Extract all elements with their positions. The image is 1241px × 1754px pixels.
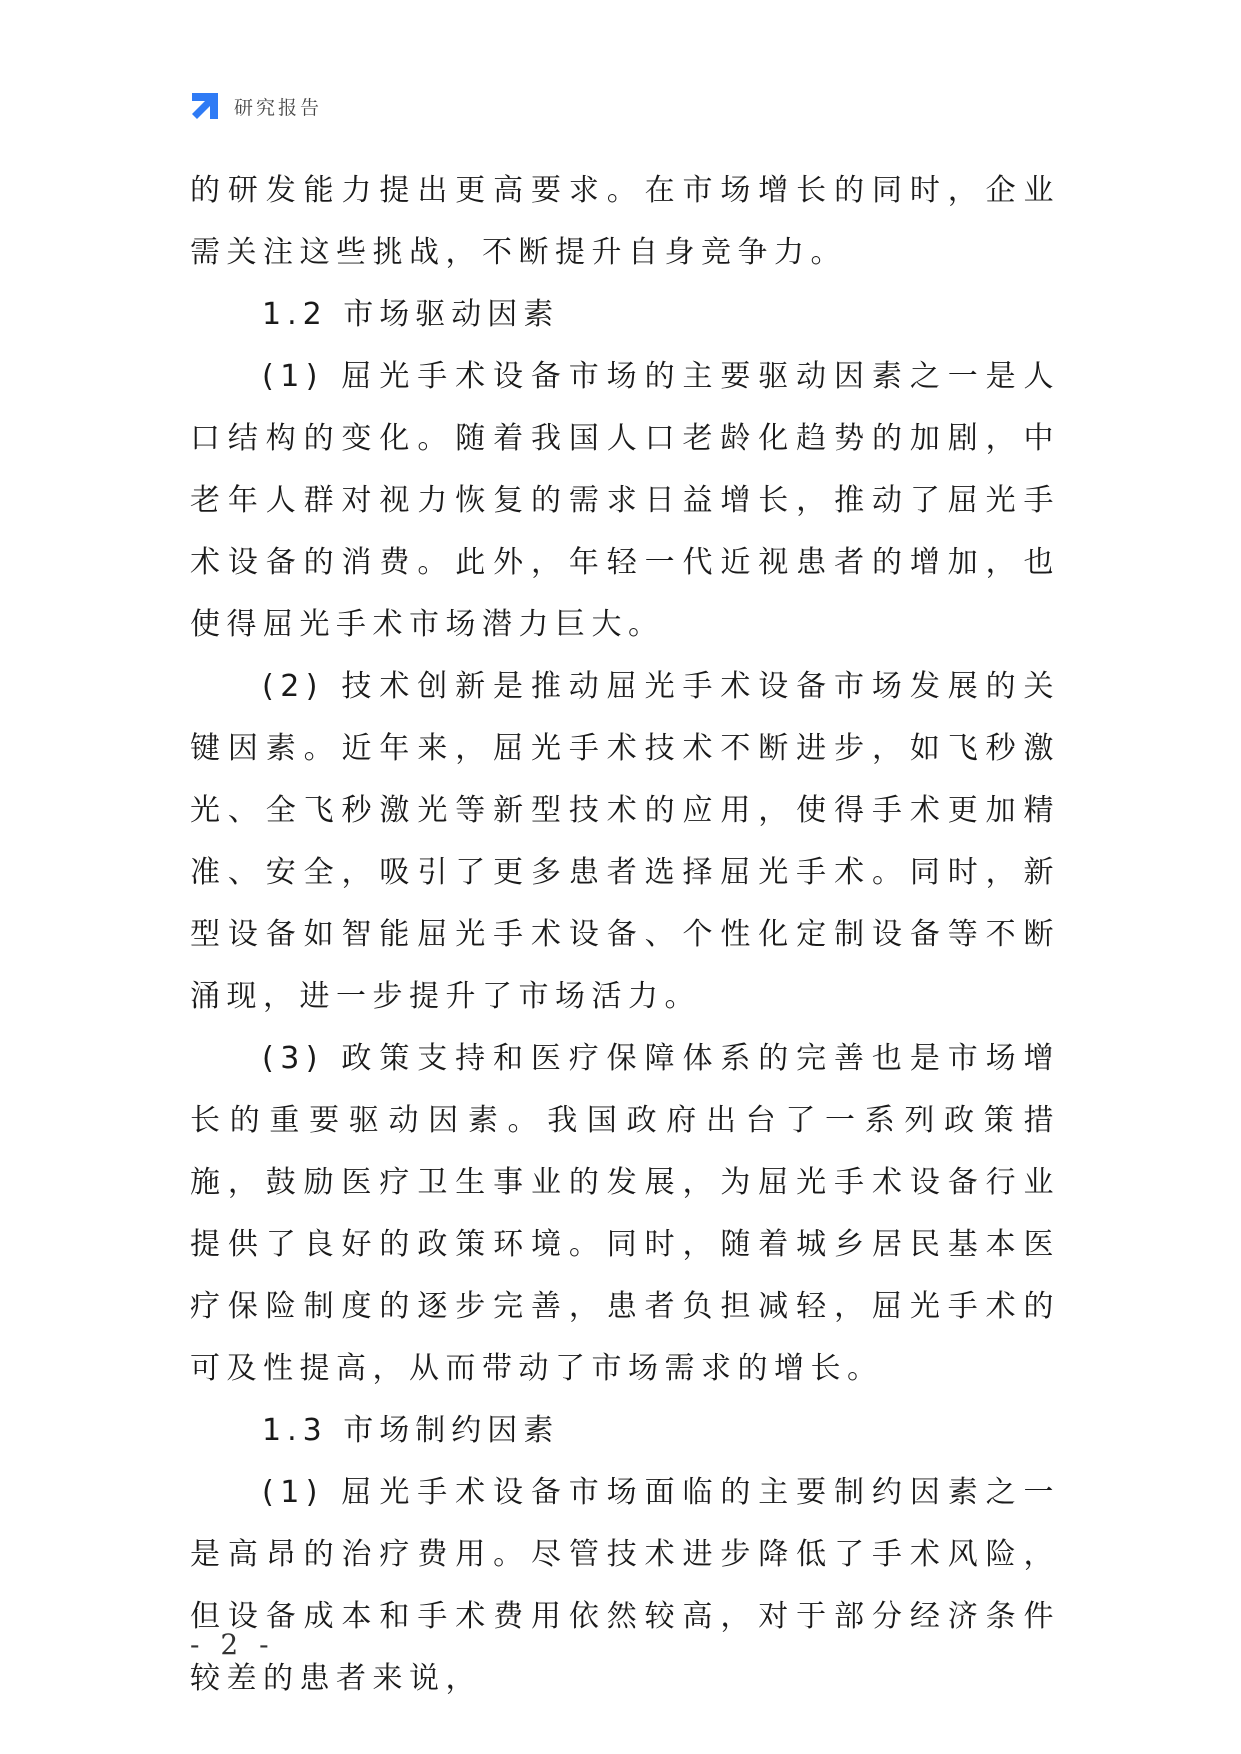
body-paragraph: (1) 屈光手术设备市场的主要驱动因素之一是人口结构的变化。随着我国人口老龄化趋势的加剧，中老年人群对视力恢复的需求日益增长，推动了屈光手术设备的消费。此外，年轻一代近视患者的增加，也使得屈光手术市场潜力巨大。	[190, 359, 1060, 642]
page-header	[188, 88, 322, 124]
section-heading: 1.2 市场驱动因素	[262, 297, 560, 332]
body-paragraph: 的研发能力提出更高要求。在市场增长的同时，企业需关注这些挑战，不断提升自身竞争力。	[190, 173, 1060, 270]
body-paragraph: (3) 政策支持和医疗保障体系的完善也是市场增长的重要驱动因素。我国政府出台了一系列政策措施，鼓励医疗卫生事业的发展，为屈光手术设备行业提供了良好的政策环境。同时，随着城乡居民基本医疗保险制度的逐步完善，患者负担减轻，屈光手术的可及性提高，从而带动了市场需求的增长。	[190, 1041, 1060, 1386]
document-body	[190, 160, 1060, 1710]
section-heading: 1.3 市场制约因素	[262, 1413, 560, 1448]
body-paragraph: (1) 屈光手术设备市场面临的主要制约因素之一是高昂的治疗费用。尽管技术进步降低了手术风险，但设备成本和手术费用依然较高，对于部分经济条件较差的患者来说，	[190, 1475, 1060, 1696]
header-title: 研究报告	[234, 96, 323, 119]
arrow-up-right-icon	[188, 89, 222, 123]
page-number: - 2 -	[190, 1628, 275, 1661]
body-paragraph: (2) 技术创新是推动屈光手术设备市场发展的关键因素。近年来，屈光手术技术不断进步，如飞秒激光、全飞秒激光等新型技术的应用，使得手术更加精准、安全，吸引了更多患者选择屈光手术。同时，新型设备如智能屈光手术设备、个性化定制设备等不断涌现，进一步提升了市场活力。	[190, 669, 1060, 1014]
